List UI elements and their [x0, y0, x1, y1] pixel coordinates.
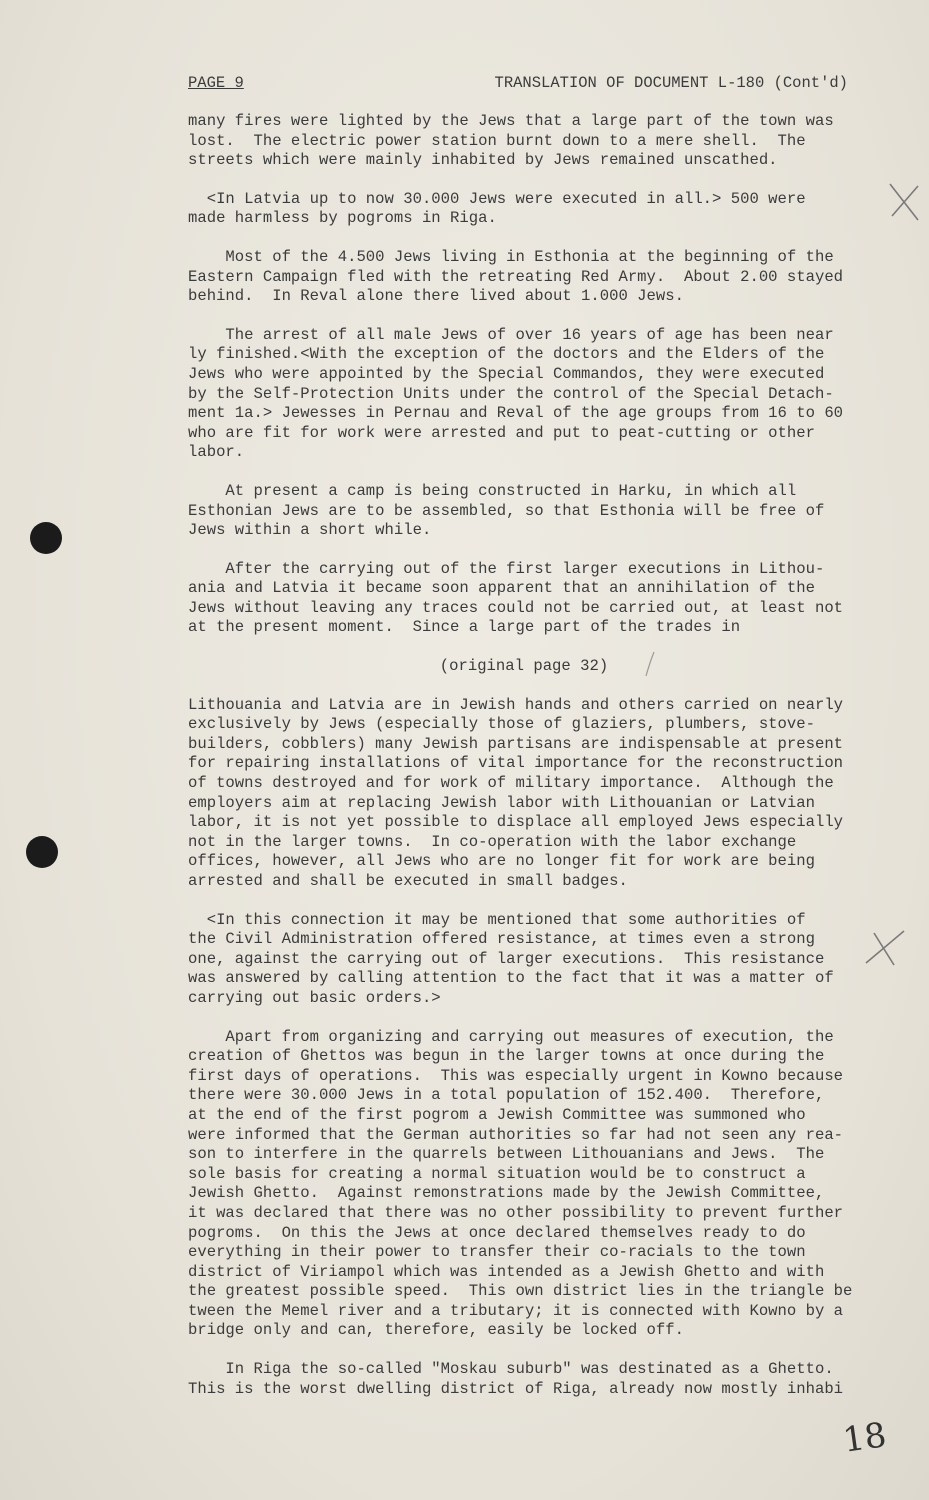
text-line: the greatest possible speed. This own district lies in the triangle be: [188, 1282, 853, 1301]
document-title: TRANSLATION OF DOCUMENT L-180 (Cont'd): [494, 74, 848, 92]
text-line: who are fit for work were arrested and put to peat-cutting or other: [188, 423, 815, 442]
text-line: <In Latvia up to now 30.000 Jews were executed in all.> 500 were: [188, 189, 806, 208]
text-line: everything in their power to transfer their co-racials to the town: [188, 1243, 806, 1262]
text-line: <In this connection it may be mentioned that some authorities of: [188, 910, 806, 929]
text-line: streets which were mainly inhabited by Jews remained unscathed.: [188, 151, 778, 170]
handwritten-page-number: 18: [840, 1415, 889, 1461]
text-line: not in the larger towns. In co-operation with the labor exchange: [188, 832, 797, 851]
text-line: by the Self-Protection Units under the control of the Special Detach-: [188, 384, 834, 403]
text-line: district of Viriampol which was intended as a Jewish Ghetto and with: [188, 1262, 825, 1281]
text-line: pogroms. On this the Jews at once declared themselves ready to do: [188, 1223, 806, 1242]
text-line: Lithouania and Latvia are in Jewish hands and others carried on nearly: [188, 695, 844, 714]
punch-hole: [26, 836, 58, 868]
text-line: it was declared that there was no other possibility to prevent further: [188, 1203, 844, 1222]
text-line: exclusively by Jews (especially those of glaziers, plumbers, stove-: [188, 715, 815, 734]
text-line: builders, cobblers) many Jewish partisans are indispensable at present: [188, 734, 844, 753]
text-line: ania and Latvia it became soon apparent that an annihilation of the: [188, 579, 815, 598]
text-line: Jews within a short while.: [188, 521, 432, 540]
text-line: labor.: [188, 443, 245, 462]
text-line: tween the Memel river and a tributary; it is connected with Kowno by a: [188, 1301, 844, 1320]
page-label: PAGE 9: [188, 74, 244, 92]
text-line: Apart from organizing and carrying out measures of execution, the: [188, 1027, 834, 1046]
text-line: creation of Ghettos was begun in the larger towns at once during the: [188, 1047, 825, 1066]
text-line: sole basis for creating a normal situation would be to construct a: [188, 1164, 806, 1183]
text-line: behind. In Reval alone there lived about 1.000 Jews.: [188, 287, 684, 306]
text-line: at the end of the first pogrom a Jewish Committee was summoned who: [188, 1105, 806, 1124]
text-line: son to interfere in the quarrels between Lithouanians and Jews. The: [188, 1145, 825, 1164]
text-line: one, against the carrying out of larger executions. This resistance: [188, 949, 825, 968]
text-line: This is the worst dwelling district of Riga, already now mostly inhabi: [188, 1379, 844, 1398]
text-line: Jewish Ghetto. Against remonstrations made by the Jewish Committee,: [188, 1184, 825, 1203]
text-line: Esthonian Jews are to be assembled, so that Esthonia will be free of: [188, 501, 825, 520]
text-line: After the carrying out of the first larger executions in Lithou-: [188, 559, 825, 578]
text-line: there were 30.000 Jews in a total population of 152.400. Therefore,: [188, 1086, 825, 1105]
text-line: made harmless by pogroms in Riga.: [188, 209, 497, 228]
text-line: Jews who were appointed by the Special Commandos, they were executed: [188, 364, 825, 383]
margin-x-mark-icon: [860, 925, 910, 969]
text-line: of towns destroyed and for work of military importance. Although the: [188, 774, 834, 793]
text-line: for repairing installations of vital importance for the reconstruction: [188, 754, 844, 773]
text-line: The arrest of all male Jews of over 16 years of age has been near: [188, 325, 834, 344]
text-line: ment 1a.> Jewesses in Pernau and Reval of the age groups from 16 to 60: [188, 404, 844, 423]
text-line: offices, however, all Jews who are no longer fit for work are being: [188, 852, 815, 871]
text-line: At present a camp is being constructed in Harku, in which all: [188, 481, 797, 500]
text-line: labor, it is not yet possible to displace all employed Jews especially: [188, 813, 844, 832]
document-body: [188, 112, 860, 1399]
text-line: Jews without leaving any traces could not be carried out, at least not: [188, 598, 844, 617]
text-line: lost. The electric power station burnt down to a mere shell. The: [188, 131, 806, 150]
text-line: In Riga the so-called "Moskau suburb" was destinated as a Ghetto.: [188, 1360, 834, 1379]
text-line: first days of operations. This was especially urgent in Kowno because: [188, 1066, 844, 1085]
text-line: employers aim at replacing Jewish labor with Lithouanian or Latvian: [188, 793, 815, 812]
punch-hole: [30, 522, 62, 554]
text-line: Most of the 4.500 Jews living in Esthonia at the beginning of the: [188, 247, 834, 266]
text-line: ly finished.<With the exception of the doctors and the Elders of the: [188, 345, 825, 364]
text-line: at the present moment. Since a large part of the trades in: [188, 618, 741, 637]
text-line: bridge only and can, therefore, easily be locked off.: [188, 1321, 684, 1340]
margin-x-mark-icon: [886, 180, 922, 224]
original-page-note: (original page 32): [439, 657, 609, 676]
text-line: was answered by calling attention to the fact that it was a matter of: [188, 969, 834, 988]
page-header: [188, 74, 848, 96]
text-line: the Civil Administration offered resistance, at times even a strong: [188, 930, 815, 949]
text-line: Eastern Campaign fled with the retreating Red Army. About 2.00 stayed: [188, 267, 844, 286]
pencil-tick-icon: [640, 650, 660, 680]
text-line: arrested and shall be executed in small badges.: [188, 872, 628, 890]
text-line: were informed that the German authorities so far had not seen any rea-: [188, 1125, 844, 1144]
text-line: many fires were lighted by the Jews that a large part of the town was: [188, 112, 834, 130]
text-line: carrying out basic orders.>: [188, 988, 441, 1007]
